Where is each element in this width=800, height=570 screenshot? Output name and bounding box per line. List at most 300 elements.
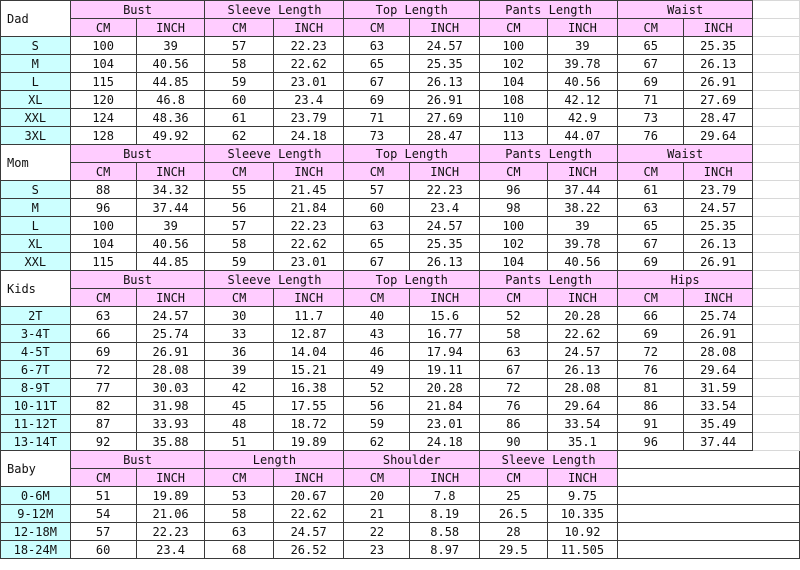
measurement-cell: 65 [618, 37, 684, 55]
measurement-cell: 33.54 [547, 415, 618, 433]
measurement-cell: 87 [70, 415, 136, 433]
measurement-cell: 23.01 [273, 253, 344, 271]
measurement-cell: 91 [618, 415, 684, 433]
measurement-cell: 39 [547, 217, 618, 235]
measurement-cell: 39 [136, 37, 205, 55]
group-header-pants-length: Pants Length [480, 271, 618, 289]
measurement-cell: 115 [70, 73, 136, 91]
measurement-cell: 42 [205, 379, 273, 397]
table-row [1, 91, 800, 109]
size-label: 13-14T [1, 433, 71, 451]
measurement-cell: 25.35 [684, 37, 753, 55]
measurement-cell: 49.92 [136, 127, 205, 145]
section-header-row-baby [1, 451, 800, 469]
measurement-cell: 35.49 [684, 415, 753, 433]
measurement-cell: 40.56 [136, 55, 205, 73]
unit-header-inch: INCH [273, 163, 344, 181]
table-row [1, 523, 800, 541]
measurement-cell: 96 [480, 181, 548, 199]
measurement-cell: 77 [70, 379, 136, 397]
measurement-cell: 40.56 [547, 73, 618, 91]
measurement-cell: 63 [205, 523, 273, 541]
size-label: 18-24M [1, 541, 71, 559]
measurement-cell: 73 [618, 109, 684, 127]
measurement-cell: 26.91 [684, 73, 753, 91]
measurement-cell: 57 [70, 523, 136, 541]
section-title-mom: Mom [1, 145, 71, 181]
measurement-cell: 29.64 [684, 361, 753, 379]
unit-header-inch: INCH [547, 469, 618, 487]
size-label: L [1, 217, 71, 235]
group-header-top-length: Top Length [344, 145, 480, 163]
measurement-cell: 29.64 [684, 127, 753, 145]
unit-header-cm: CM [344, 469, 410, 487]
measurement-cell: 104 [480, 73, 548, 91]
table-row [1, 343, 800, 361]
table-row [1, 379, 800, 397]
group-header-sleeve-length: Sleeve Length [205, 271, 344, 289]
empty-cell [753, 73, 800, 91]
measurement-cell: 100 [70, 37, 136, 55]
unit-header-cm: CM [618, 19, 684, 37]
size-label: 11-12T [1, 415, 71, 433]
measurement-cell: 90 [480, 433, 548, 451]
measurement-cell: 22.62 [273, 235, 344, 253]
measurement-cell: 72 [70, 361, 136, 379]
unit-header-row [1, 163, 800, 181]
measurement-cell: 26.13 [410, 73, 480, 91]
measurement-cell: 21.06 [136, 505, 205, 523]
measurement-cell: 16.38 [273, 379, 344, 397]
measurement-cell: 21.45 [273, 181, 344, 199]
measurement-cell: 11.7 [273, 307, 344, 325]
group-header-bust: Bust [70, 271, 205, 289]
measurement-cell: 59 [205, 253, 273, 271]
size-label: M [1, 199, 71, 217]
measurement-cell: 37.44 [684, 433, 753, 451]
measurement-cell: 23 [344, 541, 410, 559]
measurement-cell: 26.13 [684, 235, 753, 253]
measurement-cell: 69 [344, 91, 410, 109]
empty-cell [753, 289, 800, 307]
measurement-cell: 67 [618, 55, 684, 73]
measurement-cell: 53 [205, 487, 273, 505]
measurement-cell: 33.93 [136, 415, 205, 433]
measurement-cell: 26.52 [273, 541, 344, 559]
measurement-cell: 31.98 [136, 397, 205, 415]
measurement-cell: 59 [344, 415, 410, 433]
table-row [1, 127, 800, 145]
table-row [1, 73, 800, 91]
empty-cell [753, 91, 800, 109]
measurement-cell: 23.79 [273, 109, 344, 127]
measurement-cell: 63 [618, 199, 684, 217]
unit-header-inch: INCH [684, 163, 753, 181]
empty-cell [753, 253, 800, 271]
unit-header-inch: INCH [684, 19, 753, 37]
measurement-cell: 25.35 [684, 217, 753, 235]
measurement-cell: 56 [205, 199, 273, 217]
group-header-bust: Bust [70, 451, 205, 469]
measurement-cell: 26.91 [684, 253, 753, 271]
measurement-cell: 66 [70, 325, 136, 343]
measurement-cell: 40.56 [547, 253, 618, 271]
measurement-cell: 113 [480, 127, 548, 145]
measurement-cell: 69 [70, 343, 136, 361]
measurement-cell: 44.85 [136, 253, 205, 271]
measurement-cell: 63 [344, 217, 410, 235]
table-row [1, 505, 800, 523]
measurement-cell: 28.47 [410, 127, 480, 145]
unit-header-cm: CM [480, 19, 548, 37]
measurement-cell: 67 [344, 73, 410, 91]
measurement-cell: 76 [480, 397, 548, 415]
measurement-cell: 23.79 [684, 181, 753, 199]
unit-header-inch: INCH [273, 19, 344, 37]
unit-header-cm: CM [480, 469, 548, 487]
measurement-cell: 20.67 [273, 487, 344, 505]
unit-header-inch: INCH [410, 19, 480, 37]
unit-header-cm: CM [205, 469, 273, 487]
unit-header-inch: INCH [547, 19, 618, 37]
measurement-cell: 35.1 [547, 433, 618, 451]
measurement-cell: 62 [344, 433, 410, 451]
measurement-cell: 24.18 [410, 433, 480, 451]
measurement-cell: 57 [205, 37, 273, 55]
measurement-cell: 65 [618, 217, 684, 235]
group-header-pants-length: Pants Length [480, 145, 618, 163]
measurement-cell: 15.21 [273, 361, 344, 379]
measurement-cell: 104 [70, 55, 136, 73]
measurement-cell: 61 [205, 109, 273, 127]
empty-cell [753, 145, 800, 163]
measurement-cell: 65 [344, 235, 410, 253]
table-row [1, 37, 800, 55]
empty-cell [753, 127, 800, 145]
table-row [1, 433, 800, 451]
measurement-cell: 26.13 [410, 253, 480, 271]
measurement-cell: 24.18 [273, 127, 344, 145]
measurement-cell: 100 [480, 217, 548, 235]
measurement-cell: 60 [205, 91, 273, 109]
group-header-bust: Bust [70, 145, 205, 163]
section-title-baby: Baby [1, 451, 71, 487]
section-header-row-kids [1, 271, 800, 289]
table-row [1, 361, 800, 379]
empty-cell [753, 271, 800, 289]
measurement-cell: 9.75 [547, 487, 618, 505]
size-label: XL [1, 91, 71, 109]
measurement-cell: 65 [344, 55, 410, 73]
unit-header-cm: CM [205, 289, 273, 307]
measurement-cell: 76 [618, 127, 684, 145]
table-row [1, 253, 800, 271]
size-label: L [1, 73, 71, 91]
measurement-cell: 81 [618, 379, 684, 397]
group-header-length: Length [205, 451, 344, 469]
section-header-row-mom [1, 145, 800, 163]
size-label: 2T [1, 307, 71, 325]
measurement-cell: 28.08 [684, 343, 753, 361]
empty-cell [618, 469, 800, 487]
empty-cell [753, 325, 800, 343]
size-label: 3XL [1, 127, 71, 145]
table-row [1, 307, 800, 325]
unit-header-cm: CM [618, 289, 684, 307]
measurement-cell: 26.13 [684, 55, 753, 73]
unit-header-cm: CM [344, 163, 410, 181]
measurement-cell: 24.57 [273, 523, 344, 541]
measurement-cell: 25 [480, 487, 548, 505]
measurement-cell: 22.62 [547, 325, 618, 343]
empty-cell [753, 217, 800, 235]
measurement-cell: 11.505 [547, 541, 618, 559]
unit-header-cm: CM [70, 469, 136, 487]
unit-header-inch: INCH [273, 289, 344, 307]
measurement-cell: 44.07 [547, 127, 618, 145]
unit-header-inch: INCH [410, 469, 480, 487]
measurement-cell: 46 [344, 343, 410, 361]
unit-header-inch: INCH [547, 289, 618, 307]
measurement-cell: 86 [480, 415, 548, 433]
measurement-cell: 58 [205, 55, 273, 73]
measurement-cell: 82 [70, 397, 136, 415]
table-row [1, 415, 800, 433]
measurement-cell: 62 [205, 127, 273, 145]
measurement-cell: 17.55 [273, 397, 344, 415]
empty-cell [753, 307, 800, 325]
measurement-cell: 28.47 [684, 109, 753, 127]
measurement-cell: 69 [618, 73, 684, 91]
measurement-cell: 24.57 [136, 307, 205, 325]
measurement-cell: 92 [70, 433, 136, 451]
measurement-cell: 28.08 [547, 379, 618, 397]
measurement-cell: 40 [344, 307, 410, 325]
group-header-hips: Hips [618, 271, 753, 289]
measurement-cell: 24.57 [547, 343, 618, 361]
empty-cell [753, 235, 800, 253]
group-header-shoulder: Shoulder [344, 451, 480, 469]
unit-header-row [1, 19, 800, 37]
measurement-cell: 63 [344, 37, 410, 55]
measurement-cell: 48.36 [136, 109, 205, 127]
table-row [1, 487, 800, 505]
measurement-cell: 22 [344, 523, 410, 541]
measurement-cell: 67 [618, 235, 684, 253]
size-label: S [1, 37, 71, 55]
unit-header-cm: CM [344, 19, 410, 37]
measurement-cell: 20 [344, 487, 410, 505]
measurement-cell: 54 [70, 505, 136, 523]
measurement-cell: 12.87 [273, 325, 344, 343]
measurement-cell: 39 [205, 361, 273, 379]
size-label: 3-4T [1, 325, 71, 343]
table-row [1, 199, 800, 217]
unit-header-inch: INCH [136, 289, 205, 307]
measurement-cell: 26.91 [684, 325, 753, 343]
measurement-cell: 24.57 [410, 37, 480, 55]
group-header-sleeve-length: Sleeve Length [480, 451, 618, 469]
measurement-cell: 69 [618, 253, 684, 271]
size-label: S [1, 181, 71, 199]
measurement-cell: 86 [618, 397, 684, 415]
measurement-cell: 115 [70, 253, 136, 271]
empty-cell [618, 541, 800, 559]
measurement-cell: 23.4 [273, 91, 344, 109]
measurement-cell: 98 [480, 199, 548, 217]
measurement-cell: 39 [136, 217, 205, 235]
measurement-cell: 25.74 [136, 325, 205, 343]
unit-header-cm: CM [480, 163, 548, 181]
empty-cell [753, 37, 800, 55]
measurement-cell: 55 [205, 181, 273, 199]
measurement-cell: 40.56 [136, 235, 205, 253]
measurement-cell: 26.13 [547, 361, 618, 379]
measurement-cell: 51 [70, 487, 136, 505]
measurement-cell: 22.62 [273, 55, 344, 73]
table-row [1, 541, 800, 559]
table-row [1, 217, 800, 235]
empty-cell [753, 397, 800, 415]
measurement-cell: 67 [480, 361, 548, 379]
unit-header-row [1, 289, 800, 307]
section-title-dad: Dad [1, 1, 71, 37]
measurement-cell: 31.59 [684, 379, 753, 397]
size-label: 9-12M [1, 505, 71, 523]
unit-header-cm: CM [70, 19, 136, 37]
group-header-waist: Waist [618, 145, 753, 163]
empty-cell [753, 415, 800, 433]
unit-header-cm: CM [480, 289, 548, 307]
measurement-cell: 27.69 [684, 91, 753, 109]
unit-header-inch: INCH [410, 289, 480, 307]
measurement-cell: 37.44 [136, 199, 205, 217]
empty-cell [753, 199, 800, 217]
empty-cell [618, 451, 800, 469]
measurement-cell: 35.88 [136, 433, 205, 451]
measurement-cell: 76 [618, 361, 684, 379]
measurement-cell: 20.28 [410, 379, 480, 397]
measurement-cell: 25.74 [684, 307, 753, 325]
group-header-bust: Bust [70, 1, 205, 19]
measurement-cell: 22.23 [273, 37, 344, 55]
empty-cell [753, 163, 800, 181]
measurement-cell: 28 [480, 523, 548, 541]
empty-cell [753, 55, 800, 73]
measurement-cell: 14.04 [273, 343, 344, 361]
measurement-cell: 88 [70, 181, 136, 199]
size-label: 10-11T [1, 397, 71, 415]
unit-header-inch: INCH [136, 469, 205, 487]
measurement-cell: 17.94 [410, 343, 480, 361]
measurement-cell: 49 [344, 361, 410, 379]
table-row [1, 325, 800, 343]
measurement-cell: 66 [618, 307, 684, 325]
measurement-cell: 72 [480, 379, 548, 397]
measurement-cell: 100 [480, 37, 548, 55]
measurement-cell: 57 [344, 181, 410, 199]
unit-header-cm: CM [205, 163, 273, 181]
measurement-cell: 22.23 [273, 217, 344, 235]
table-row [1, 109, 800, 127]
measurement-cell: 43 [344, 325, 410, 343]
measurement-cell: 57 [205, 217, 273, 235]
size-label: 12-18M [1, 523, 71, 541]
measurement-cell: 21.84 [410, 397, 480, 415]
measurement-cell: 69 [618, 325, 684, 343]
empty-cell [753, 181, 800, 199]
measurement-cell: 120 [70, 91, 136, 109]
measurement-cell: 33 [205, 325, 273, 343]
measurement-cell: 104 [70, 235, 136, 253]
measurement-cell: 30.03 [136, 379, 205, 397]
measurement-cell: 30 [205, 307, 273, 325]
measurement-cell: 21.84 [273, 199, 344, 217]
measurement-cell: 52 [344, 379, 410, 397]
measurement-cell: 46.8 [136, 91, 205, 109]
measurement-cell: 60 [70, 541, 136, 559]
group-header-top-length: Top Length [344, 271, 480, 289]
section-title-kids: Kids [1, 271, 71, 307]
size-label: 8-9T [1, 379, 71, 397]
measurement-cell: 102 [480, 235, 548, 253]
size-label: XXL [1, 109, 71, 127]
measurement-cell: 23.01 [410, 415, 480, 433]
measurement-cell: 102 [480, 55, 548, 73]
measurement-cell: 33.54 [684, 397, 753, 415]
measurement-cell: 22.23 [410, 181, 480, 199]
size-label: M [1, 55, 71, 73]
measurement-cell: 23.4 [136, 541, 205, 559]
measurement-cell: 19.89 [273, 433, 344, 451]
unit-header-cm: CM [618, 163, 684, 181]
measurement-cell: 22.23 [136, 523, 205, 541]
group-header-sleeve-length: Sleeve Length [205, 1, 344, 19]
measurement-cell: 56 [344, 397, 410, 415]
measurement-cell: 51 [205, 433, 273, 451]
unit-header-inch: INCH [410, 163, 480, 181]
measurement-cell: 108 [480, 91, 548, 109]
size-label: XL [1, 235, 71, 253]
measurement-cell: 28.08 [136, 361, 205, 379]
table-row [1, 55, 800, 73]
group-header-sleeve-length: Sleeve Length [205, 145, 344, 163]
measurement-cell: 63 [480, 343, 548, 361]
unit-header-cm: CM [70, 289, 136, 307]
measurement-cell: 19.89 [136, 487, 205, 505]
measurement-cell: 39.78 [547, 55, 618, 73]
measurement-cell: 8.19 [410, 505, 480, 523]
measurement-cell: 59 [205, 73, 273, 91]
measurement-cell: 96 [70, 199, 136, 217]
measurement-cell: 24.57 [684, 199, 753, 217]
measurement-cell: 96 [618, 433, 684, 451]
measurement-cell: 63 [70, 307, 136, 325]
measurement-cell: 60 [344, 199, 410, 217]
measurement-cell: 42.9 [547, 109, 618, 127]
measurement-cell: 71 [344, 109, 410, 127]
unit-header-cm: CM [70, 163, 136, 181]
unit-header-inch: INCH [136, 19, 205, 37]
measurement-cell: 29.64 [547, 397, 618, 415]
measurement-cell: 39 [547, 37, 618, 55]
measurement-cell: 58 [205, 505, 273, 523]
empty-cell [753, 1, 800, 19]
measurement-cell: 72 [618, 343, 684, 361]
measurement-cell: 42.12 [547, 91, 618, 109]
measurement-cell: 37.44 [547, 181, 618, 199]
measurement-cell: 34.32 [136, 181, 205, 199]
